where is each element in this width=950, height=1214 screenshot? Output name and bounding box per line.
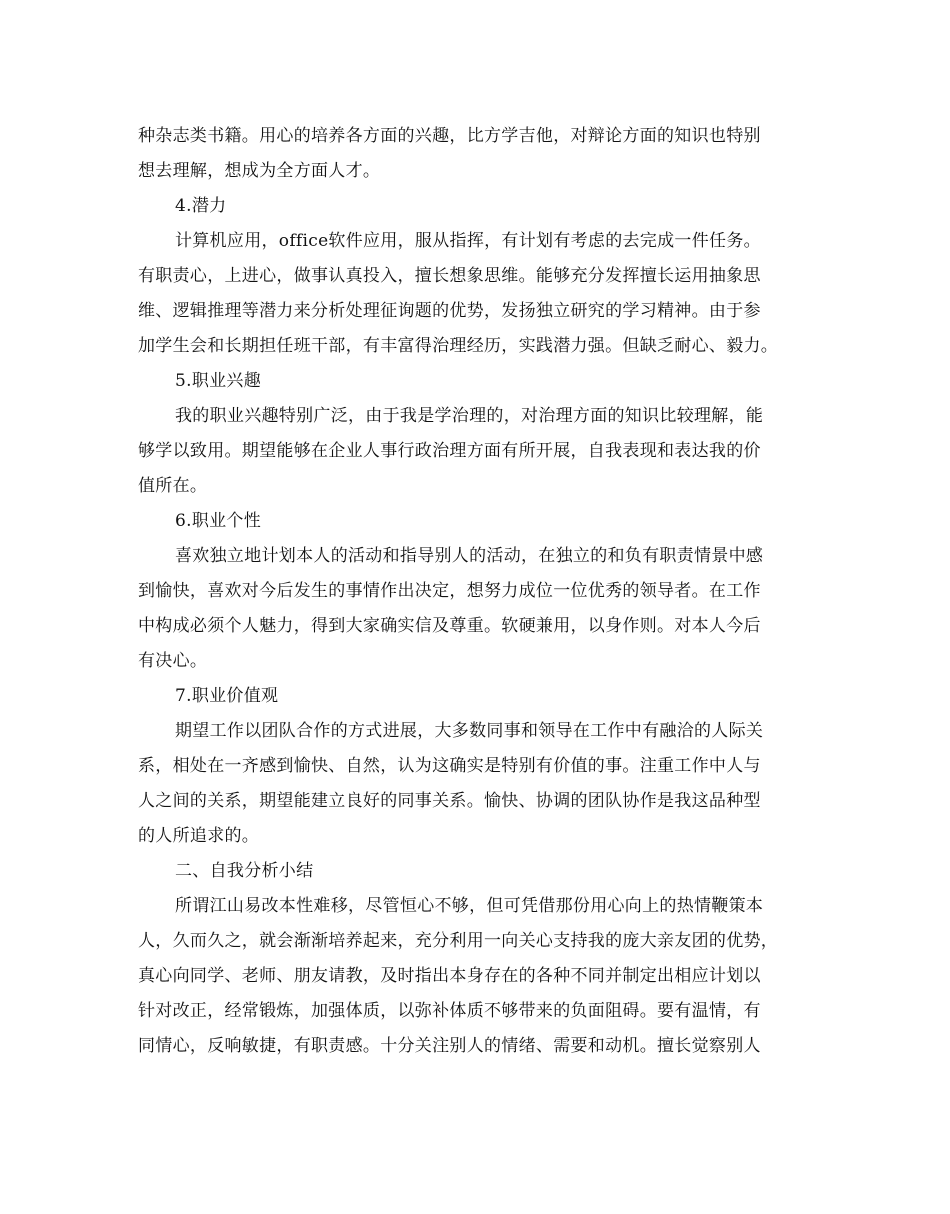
body-text-line: 维、逻辑推理等潜力来分析处理征询题的优势，发扬独立研究的学习精神。由于参 — [138, 301, 761, 321]
body-text-line: 有职责心，上进心，做事认真投入，擅长想象思维。能够充分发挥擅长运用抽象思 — [138, 266, 761, 286]
paragraph-first-line: 所谓江山易改本性难移，尽管恒心不够，但可凭借那份用心向上的热情鞭策本 — [175, 896, 764, 916]
paragraph-first-line: 计算机应用，office软件应用，服从指挥，有计划有考虑的去完成一件任务。 — [175, 231, 761, 251]
paragraph-first-line: 期望工作以团队合作的方式进展，大多数同事和领导在工作中有融洽的人际关 — [175, 721, 764, 741]
body-text-line: 有决心。 — [138, 651, 208, 671]
body-text-line: 的人所追求的。 — [138, 826, 260, 846]
body-text-line: 人，久而久之，就会渐渐培养起来，充分利用一向关心支持我的庞大亲友团的优势， — [138, 931, 779, 951]
body-text-line: 真心向同学、老师、朋友请教，及时指出本身存在的各种不同并制定出相应计划以 — [138, 966, 761, 986]
section-heading-potential: 4.潜力 — [175, 196, 227, 216]
body-text-line: 够学以致用。期望能够在企业人事行政治理方面有所开展，自我表现和表达我的价 — [138, 441, 761, 461]
body-text-line: 加学生会和长期担任班干部，有丰富得治理经历，实践潜力强。但缺乏耐心、毅力。 — [138, 336, 779, 356]
body-text-line: 人之间的关系，期望能建立良好的同事关系。愉快、协调的团队协作是我这品种型 — [138, 791, 761, 811]
paragraph-first-line: 我的职业兴趣特别广泛，由于我是学治理的，对治理方面的知识比较理解，能 — [175, 406, 764, 426]
section-heading-career-personality: 6.职业个性 — [175, 511, 262, 531]
body-text-line: 针对改正，经常锻炼，加强体质，以弥补体质不够带来的负面阻碍。要有温情，有 — [138, 1001, 761, 1021]
section-heading-career-values: 7.职业价值观 — [175, 686, 279, 706]
body-text-line: 想去理解，想成为全方面人才。 — [138, 161, 381, 181]
paragraph-first-line: 喜欢独立地计划本人的活动和指导别人的活动，在独立的和负有职责情景中感 — [175, 546, 764, 566]
body-text-line: 系，相处在一齐感到愉快、自然，认为这确实是特别有价值的事。注重工作中人与 — [138, 756, 761, 776]
body-text-line: 值所在。 — [138, 476, 208, 496]
section-heading-career-interest: 5.职业兴趣 — [175, 371, 262, 391]
body-text-line: 中构成必须个人魅力，得到大家确实信及尊重。软硬兼用，以身作则。对本人今后 — [138, 616, 761, 636]
body-text-line: 同情心，反响敏捷，有职责感。十分关注别人的情绪、需要和动机。擅长觉察别人 — [138, 1036, 761, 1056]
body-text-line: 种杂志类书籍。用心的培养各方面的兴趣，比方学吉他，对辩论方面的知识也特别 — [138, 126, 761, 146]
body-text-line: 到愉快，喜欢对今后发生的事情作出决定，想努力成位一位优秀的领导者。在工作 — [138, 581, 761, 601]
section-heading-self-analysis-summary: 二、自我分析小结 — [175, 861, 314, 881]
